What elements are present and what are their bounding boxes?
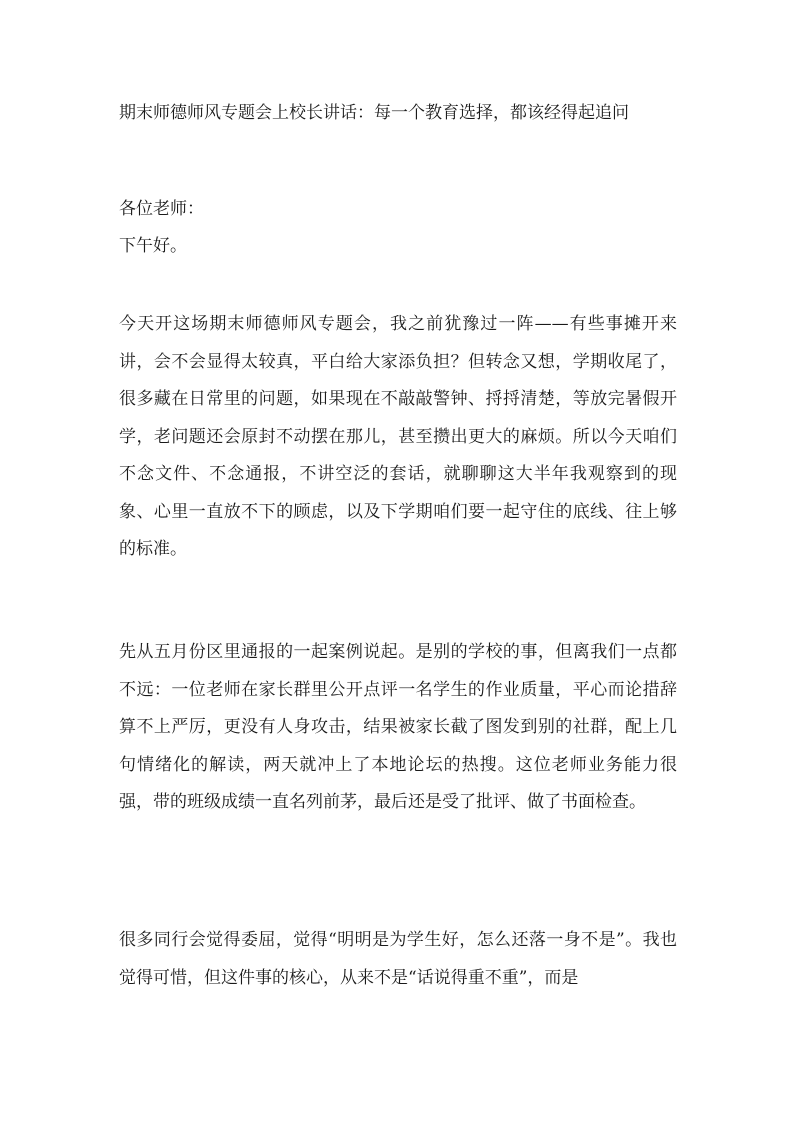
paragraph-reflection: 很多同行会觉得委屈，觉得“明明是为学生好，怎么还落一身不是”。我也觉得可惜，但这件事的核心，从来不是“话说得重不重”，而是 (119, 930, 677, 988)
greeting-line: 下午好。 (119, 236, 187, 256)
document-title: 期末师德师风专题会上校长讲话：每一个教育选择，都该经得起追问 (119, 103, 629, 123)
paragraph-case: 先从五月份区里通报的一起案例说起。是别的学校的事，但离我们一点都不远：一位老师在家长群里公开点评一名学生的作业质量，平心而论措辞算不上严厉，更没有人身攻击，结果被家长截了图发到别的社群，配上几句情绪化的解读，两天就冲上了本地论坛的热搜。这位老师业务能力很强，带的班级成绩一直名列前茅，最后还是受了批评、做了书面检查。 (119, 642, 677, 812)
paragraph-opening: 今天开这场期末师德师风专题会，我之前犹豫过一阵——有些事摊开来讲，会不会显得太较真，平白给大家添负担？但转念又想，学期收尾了，很多藏在日常里的问题，如果现在不敲敲警钟、捋捋清楚，等放完暑假开学，老问题还会原封不动摆在那儿，甚至攒出更大的麻烦。所以今天咱们不念文件、不念通报，不讲空泛的套话，就聊聊这大半年我观察到的现象、心里一直放不下的顾虑，以及下学期咱们要一起守住的底线、往上够的标准。 (119, 314, 677, 559)
salutation-line: 各位老师： (119, 199, 204, 219)
salutation-block (119, 191, 679, 265)
